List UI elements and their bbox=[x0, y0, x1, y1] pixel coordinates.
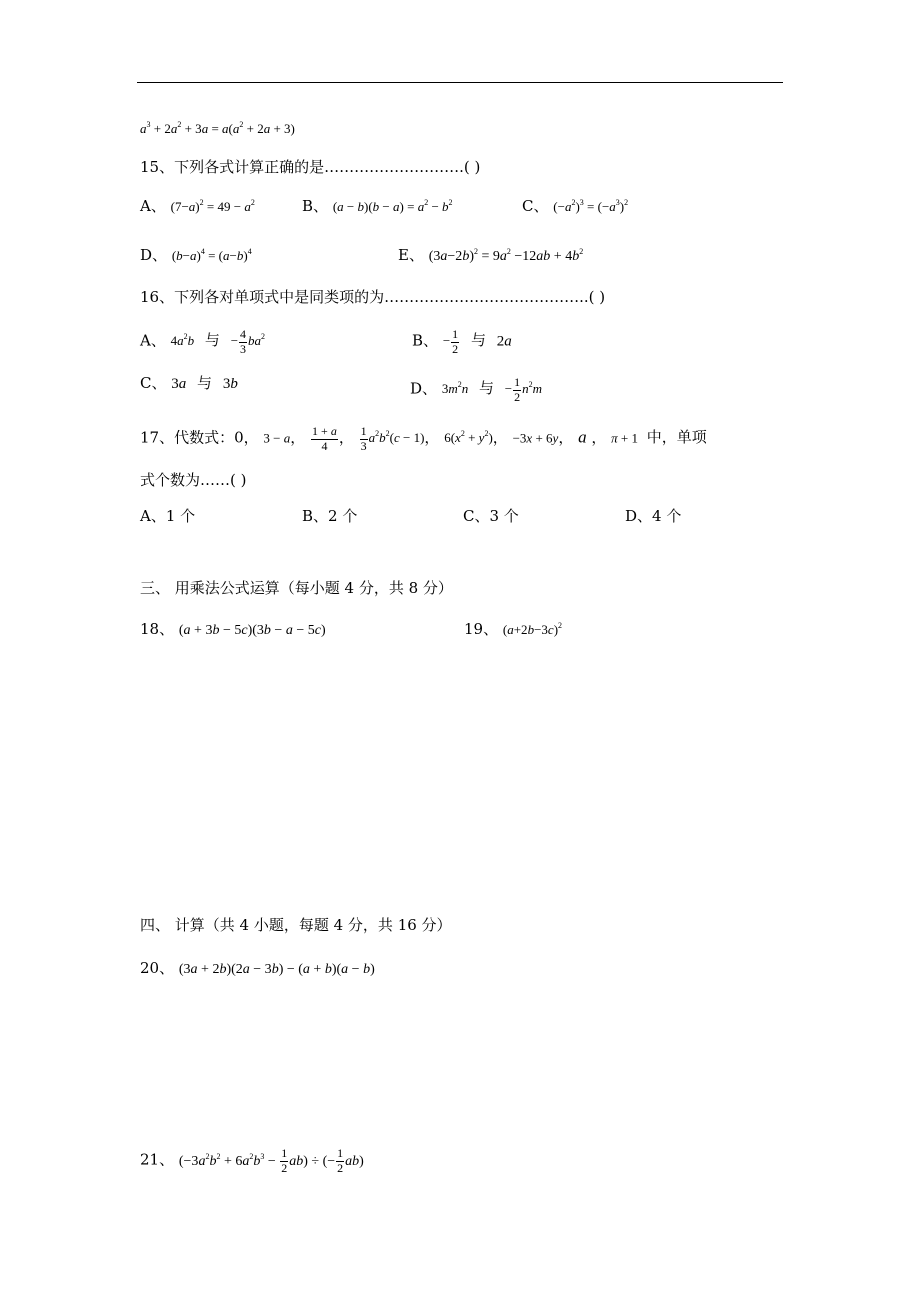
q16-d-left: $3m^2n$ bbox=[441, 380, 469, 397]
option-label: D、 bbox=[410, 379, 438, 398]
q15-option-b[interactable] bbox=[302, 199, 453, 214]
q20 bbox=[140, 961, 375, 977]
q15-e-expr: $(3a-2b)^2 = 9a^2 -12ab + 4b^2$ bbox=[428, 247, 584, 264]
q17-expr-4: $6(x^2 + y^2)$ bbox=[444, 429, 493, 446]
q21-label: 21、 bbox=[140, 1150, 175, 1169]
q17-expr-7: π + 1 bbox=[611, 430, 638, 446]
q16-option-c[interactable] bbox=[140, 376, 238, 392]
top-formula: $a^3 + 2a^2 + 3a = a(a^2 + 2a + 3)$ bbox=[140, 120, 295, 136]
q18-label: 18、 bbox=[140, 620, 175, 638]
q18 bbox=[140, 622, 326, 638]
q17-expr-3: $\frac{1}{3}$ $a^2b^2(c - 1)$ bbox=[360, 424, 425, 453]
q16-a-sep: 与 bbox=[204, 331, 220, 350]
q16-d-right: − $\frac{1}{2}$ $n^2m$ bbox=[504, 375, 543, 404]
q17-stem-line1: 17、代数式：0， 3 − a， $\frac{1 + a}{4}$ ， $\frac{1}{3}$ $a^2b^2(c - 1)$， $6(x^2 + y^2)$， −3x + 6y， a ， π + 1 中，单项 bbox=[140, 424, 707, 453]
option-label: A、 bbox=[140, 331, 166, 350]
q17-stem-line2: 式个数为……( ) bbox=[140, 471, 247, 489]
q18-expr: (a + 3b − 5c)(3b − a − 5c) bbox=[178, 623, 326, 638]
q20-label: 20、 bbox=[140, 959, 175, 977]
q20-expr: (3a + 2b)(2a − 3b) − (a + b)(a − b) bbox=[178, 962, 375, 977]
q17-expr-2: $\frac{1 + a}{4}$ bbox=[312, 424, 337, 453]
q19-expr: $(a+2b-3c)^2$ bbox=[502, 621, 563, 637]
q21 bbox=[140, 1147, 364, 1176]
q16-option-d[interactable] bbox=[410, 376, 542, 405]
q16-a-right: − $\frac{4}{3}$ $ba^2$ bbox=[230, 327, 266, 356]
q17-option-d[interactable]: D、4 个 bbox=[625, 507, 682, 525]
q16-d-sep: 与 bbox=[478, 379, 494, 398]
q17-option-c[interactable]: C、3 个 bbox=[463, 507, 519, 525]
q16-option-b[interactable] bbox=[412, 328, 512, 357]
q15-b-expr: $(a - b)(b - a) = a^2 - b^2$ bbox=[332, 198, 453, 214]
option-label: E、 bbox=[398, 246, 424, 264]
q16-stem: 16、下列各对单项式中是同类项的为…………………………………..( ) bbox=[140, 288, 606, 306]
option-label: D、 bbox=[140, 246, 168, 264]
header-rule bbox=[137, 82, 783, 83]
q16-c-left: 3a bbox=[171, 376, 187, 392]
q15-stem: 15、下列各式计算正确的是……………………….( ) bbox=[140, 158, 481, 176]
q17-expr-1: 3 − a bbox=[263, 430, 291, 446]
section4-title: 四、 计算（共 4 小题，每题 4 分，共 16 分） bbox=[140, 916, 452, 934]
option-label: C、 bbox=[522, 197, 549, 215]
q17-option-b[interactable]: B、2 个 bbox=[302, 507, 358, 525]
q17-stem-end: 中，单项 bbox=[646, 428, 707, 447]
q15-option-d[interactable] bbox=[140, 248, 252, 263]
option-label: C、 bbox=[140, 374, 167, 392]
q16-b-right: 2a bbox=[496, 333, 512, 350]
q16-b-left: − $\frac{1}{2}$ bbox=[442, 327, 459, 356]
q16-b-sep: 与 bbox=[470, 331, 486, 350]
section3-title: 三、 用乘法公式运算（每小题 4 分，共 8 分） bbox=[140, 579, 453, 597]
q21-expr: ($-3a^2b^2 + 6a^2b^3$ − $\frac{1}{2}$ ab) ÷ (− $\frac{1}{2}$ ab) bbox=[178, 1146, 364, 1175]
q15-a-expr: $(7-a)^2 = 49 - a^2$ bbox=[170, 198, 255, 214]
q16-a-left: $4a^2b$ bbox=[170, 332, 195, 349]
q17-expr-5: −3x + 6y bbox=[512, 430, 559, 446]
option-label: A、 bbox=[140, 197, 166, 215]
q19-label: 19、 bbox=[464, 620, 499, 638]
q17-option-a[interactable]: A、1 个 bbox=[140, 507, 196, 525]
option-label: B、 bbox=[302, 197, 329, 215]
q15-option-e[interactable] bbox=[398, 248, 583, 264]
q15-c-expr: $(-a^2)^3 = (-a^3)^2$ bbox=[553, 198, 629, 214]
q17-expr-6: a bbox=[578, 427, 587, 447]
q15-option-a[interactable] bbox=[140, 199, 255, 214]
q15-d-expr: $(b-a)^4 = (a-b)^4$ bbox=[171, 247, 252, 263]
q16-option-a[interactable] bbox=[140, 328, 265, 357]
q15-option-c[interactable] bbox=[522, 199, 628, 214]
q19 bbox=[464, 622, 562, 637]
option-label: B、 bbox=[412, 331, 439, 350]
q16-c-sep: 与 bbox=[197, 374, 213, 392]
q16-c-right: 3b bbox=[222, 376, 238, 392]
q17-stem-start: 17、代数式：0， bbox=[140, 428, 259, 447]
